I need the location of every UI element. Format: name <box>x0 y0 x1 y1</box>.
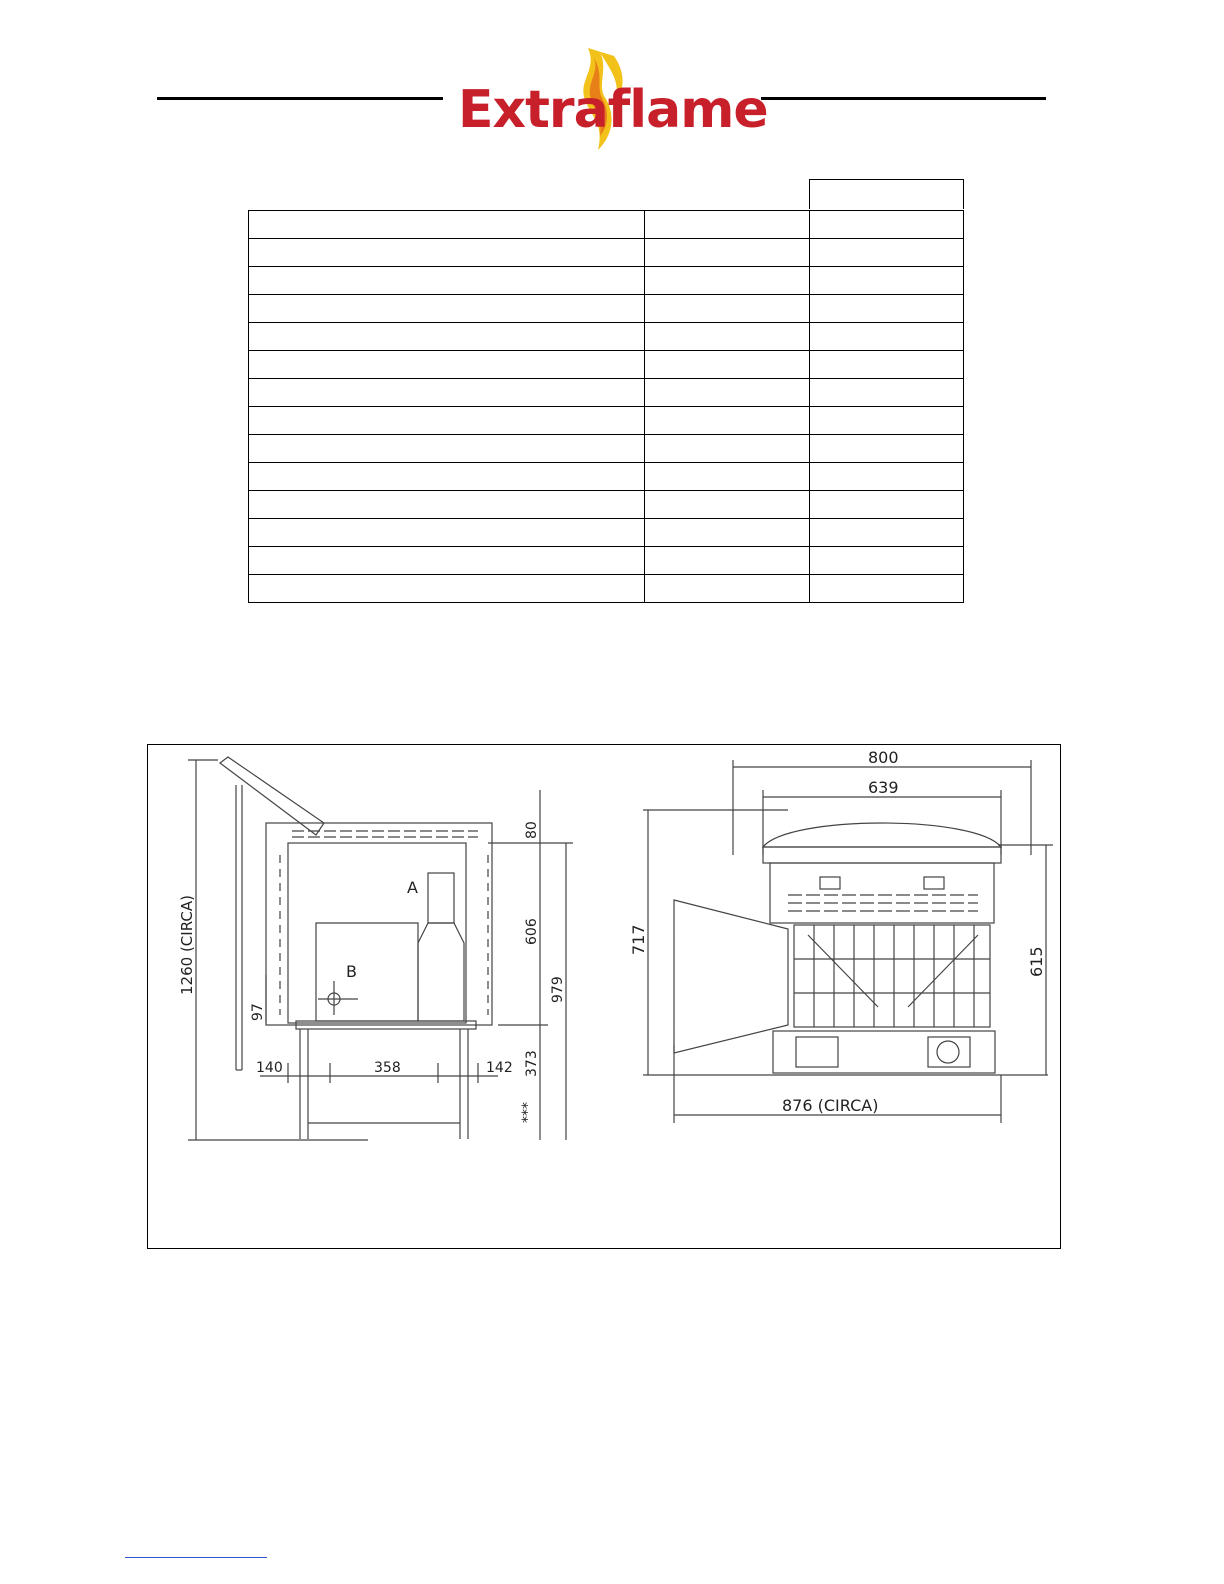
spec-cell <box>645 211 810 239</box>
spec-cell <box>810 267 964 295</box>
spec-cell <box>810 407 964 435</box>
spec-cell <box>645 463 810 491</box>
spec-cell <box>810 379 964 407</box>
spec-cell <box>645 407 810 435</box>
spec-cell <box>249 407 645 435</box>
spec-row <box>249 463 964 491</box>
spec-row <box>249 323 964 351</box>
spec-cell <box>249 379 645 407</box>
spec-cell <box>249 547 645 575</box>
label-b: B <box>346 962 357 981</box>
spec-row <box>249 491 964 519</box>
spec-cell <box>249 211 645 239</box>
dim-side-width-a: 140 <box>256 1060 283 1076</box>
spec-row <box>249 351 964 379</box>
spec-cell <box>249 575 645 603</box>
spec-cell <box>810 239 964 267</box>
spec-row <box>249 211 964 239</box>
spec-cell <box>810 211 964 239</box>
dim-front-right-height: 615 <box>1027 946 1046 977</box>
spec-cell <box>645 379 810 407</box>
header-rule-right <box>761 97 1046 100</box>
brand-wordmark: Extraflame <box>458 80 768 140</box>
brand-logo <box>448 40 768 160</box>
spec-cell <box>645 491 810 519</box>
spec-cell <box>645 351 810 379</box>
spec-cell <box>810 435 964 463</box>
spec-cell <box>810 351 964 379</box>
footer-link-underline <box>125 1557 267 1558</box>
spec-cell <box>810 463 964 491</box>
dim-side-overall-height: 979 <box>550 976 566 1003</box>
spec-cell <box>249 491 645 519</box>
spec-cell <box>810 575 964 603</box>
spec-cell <box>249 267 645 295</box>
spec-row <box>249 267 964 295</box>
dim-front-left-height: 717 <box>629 924 648 955</box>
dim-side-leg-height: 373 <box>524 1050 540 1077</box>
dim-side-total-height: 1260 (CIRCA) <box>178 895 196 995</box>
spec-cell <box>249 463 645 491</box>
spec-row <box>249 295 964 323</box>
spec-cell <box>810 295 964 323</box>
spec-cell <box>249 239 645 267</box>
technical-drawing-frame <box>147 744 1061 1249</box>
spec-cell <box>645 575 810 603</box>
dim-front-outer-width: 800 <box>868 748 899 767</box>
spec-cell <box>645 295 810 323</box>
spec-row <box>249 575 964 603</box>
spec-cell <box>249 351 645 379</box>
dim-side-width-c: 142 <box>486 1060 513 1076</box>
spec-row <box>249 547 964 575</box>
dim-side-inner-height: 606 <box>524 918 540 945</box>
table-header-cell <box>809 179 964 209</box>
spec-row <box>249 239 964 267</box>
spec-cell <box>645 547 810 575</box>
spec-cell <box>810 519 964 547</box>
spec-row <box>249 407 964 435</box>
spec-table <box>248 210 964 603</box>
spec-cell <box>810 547 964 575</box>
spec-cell <box>645 519 810 547</box>
spec-cell <box>645 323 810 351</box>
dim-front-inner-width: 639 <box>868 778 899 797</box>
spec-cell <box>810 323 964 351</box>
dim-side-top-gap: 80 <box>524 821 540 839</box>
label-a: A <box>407 878 418 897</box>
dim-side-stars: *** <box>520 1102 536 1123</box>
spec-cell <box>249 323 645 351</box>
dimension-drawing <box>148 745 1062 1250</box>
spec-cell <box>645 267 810 295</box>
spec-cell <box>645 239 810 267</box>
dim-side-left-offset: 97 <box>250 1003 266 1021</box>
spec-cell <box>249 295 645 323</box>
dim-front-depth: 876 (CIRCA) <box>782 1096 879 1115</box>
spec-row <box>249 519 964 547</box>
spec-cell <box>645 435 810 463</box>
header-rule-left <box>157 97 443 100</box>
spec-cell <box>249 519 645 547</box>
spec-cell <box>249 435 645 463</box>
dim-side-width-b: 358 <box>374 1060 401 1076</box>
spec-row <box>249 379 964 407</box>
spec-cell <box>810 491 964 519</box>
spec-row <box>249 435 964 463</box>
